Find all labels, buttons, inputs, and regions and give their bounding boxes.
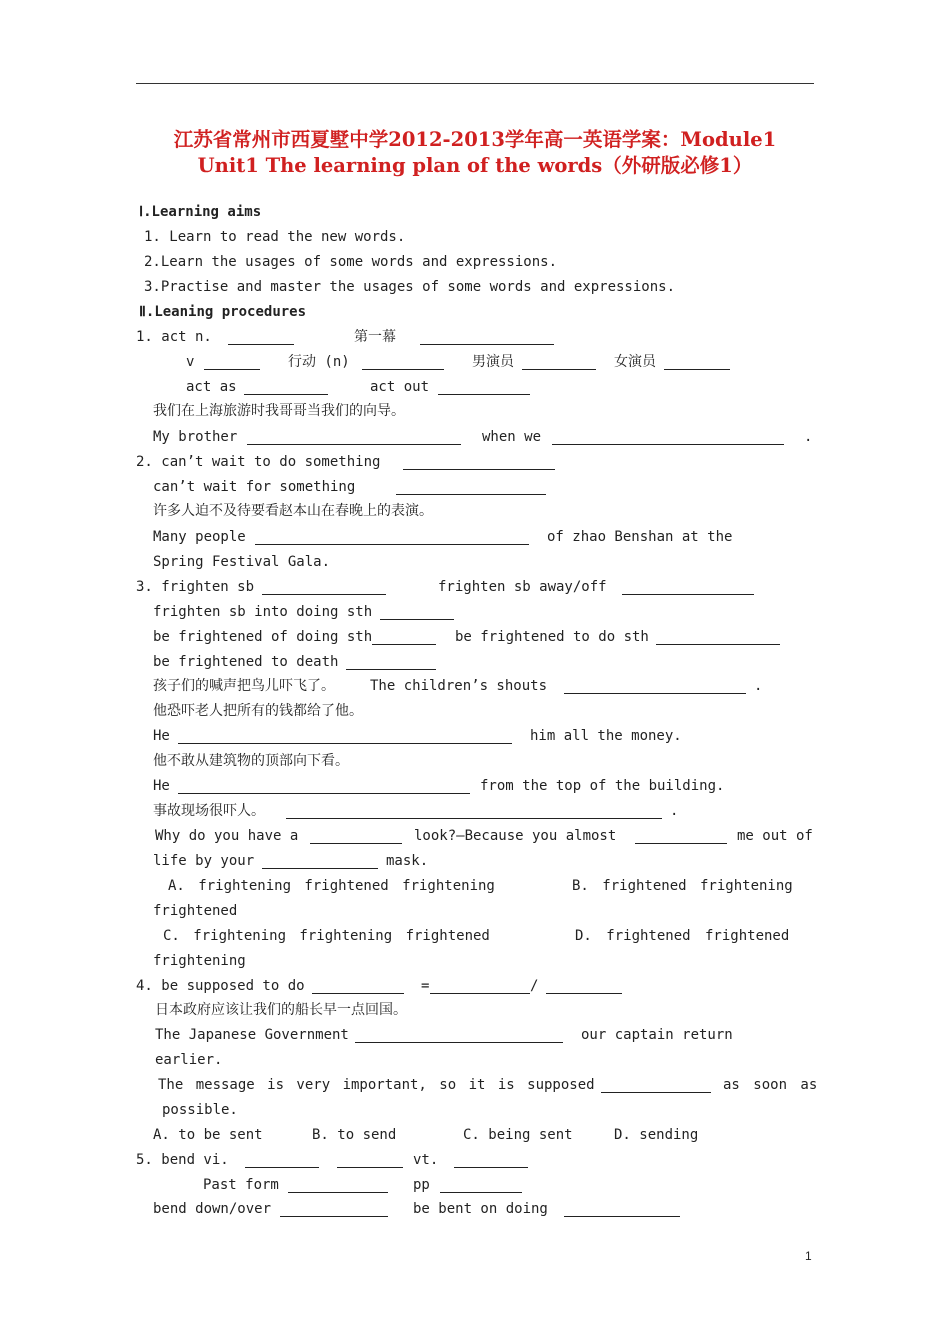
- q1-en-2: when we: [482, 429, 542, 445]
- blank: [430, 993, 530, 994]
- doc-title-line1: 江苏省常州市西夏墅中学2012-2013学年高一英语学案：Module1: [173, 128, 777, 151]
- q4-option-c: C. being sent: [463, 1127, 573, 1143]
- q4-a: 4. be supposed to do: [136, 978, 305, 994]
- q3-he-1: He: [153, 728, 170, 744]
- q1-en-3: .: [804, 429, 813, 445]
- q2-b: can’t wait for something: [153, 479, 356, 495]
- q3-chinese-4b: .: [670, 803, 679, 819]
- q3-e: be frightened to do sth: [455, 629, 649, 645]
- q3-mc-1: Why do you have a: [155, 828, 299, 844]
- q5-pp: pp: [413, 1177, 430, 1193]
- q4-option-d: D. sending: [614, 1127, 699, 1143]
- q3-chinese-2: 他恐吓老人把所有的钱都给了他。: [153, 703, 363, 719]
- blank: [288, 1192, 388, 1193]
- blank: [396, 494, 546, 495]
- blank: [286, 818, 662, 819]
- blank: [372, 644, 436, 645]
- blank: [440, 1192, 522, 1193]
- blank: [255, 544, 529, 545]
- q1-en-1: My brother: [153, 429, 238, 445]
- blank: [552, 444, 784, 445]
- blank: [454, 1167, 528, 1168]
- q4-en-5: as soon as: [723, 1077, 818, 1093]
- blank: [337, 1167, 403, 1168]
- blank: [228, 344, 294, 345]
- q4-en-1: The Japanese Government: [155, 1027, 349, 1043]
- blank: [656, 644, 780, 645]
- q3-chinese-1: 孩子们的喊声把鸟儿吓飞了。: [153, 678, 335, 694]
- blank: [438, 394, 530, 395]
- blank: [280, 1216, 388, 1217]
- blank: [601, 1092, 711, 1093]
- q3-mc-4: life by your: [153, 853, 255, 869]
- q3-mc-3: me out of: [737, 828, 813, 844]
- aim-2: 2.Learn the usages of some words and expressions.: [144, 254, 558, 270]
- q3-option-d-cont: frightening: [153, 953, 246, 969]
- blank: [346, 669, 436, 670]
- page-number: 1: [805, 1249, 812, 1263]
- doc-title-line2: Unit1 The learning plan of the words（外研版必修1）: [197, 154, 753, 177]
- q4-slash: /: [530, 978, 539, 994]
- q1-act-out: act out: [370, 379, 430, 395]
- q4-option-a: A. to be sent: [153, 1127, 263, 1143]
- blank: [262, 594, 386, 595]
- q3-en-3: from the top of the building.: [480, 778, 725, 794]
- blank: [355, 1042, 563, 1043]
- q3-option-d: D. frightened frightened: [575, 928, 790, 944]
- q5-vt: vt.: [413, 1152, 439, 1168]
- blank: [312, 993, 404, 994]
- blank: [245, 1167, 319, 1168]
- q1-scene: 第一幕: [354, 329, 396, 345]
- q3-option-b: B. frightened frightening: [572, 878, 793, 894]
- q4-en-2: our captain return: [581, 1027, 733, 1043]
- blank: [247, 444, 461, 445]
- q3-en-1: The children’s shouts: [370, 678, 548, 694]
- blank: [178, 793, 470, 794]
- blank: [310, 843, 402, 844]
- blank: [622, 594, 754, 595]
- aim-1: 1. Learn to read the new words.: [144, 229, 406, 245]
- q3-f: be frightened to death: [153, 654, 339, 670]
- blank: [380, 619, 454, 620]
- q4-chinese: 日本政府应该让我们的船长早一点回国。: [155, 1002, 407, 1018]
- blank: [522, 369, 596, 370]
- blank: [403, 469, 555, 470]
- q4-en-4: The message is very important, so it is supposed: [158, 1077, 595, 1093]
- q4-eq: =: [421, 978, 430, 994]
- q1-actress: 女演员: [614, 354, 656, 370]
- q4-en-3: earlier.: [155, 1052, 223, 1068]
- q1-actor: 男演员: [472, 354, 514, 370]
- q3-option-b-cont: frightened: [153, 903, 238, 919]
- q2-en-2: of zhao Benshan at the: [547, 529, 733, 545]
- aim-3: 3.Practise and master the usages of some words and expressions.: [144, 279, 676, 295]
- q1-act-as: act as: [186, 379, 237, 395]
- q1-action: 行动 (n): [288, 354, 350, 370]
- q2-en-3: Spring Festival Gala.: [153, 554, 331, 570]
- q2-chinese: 许多人迫不及待要看赵本山在春晚上的表演。: [153, 503, 433, 519]
- q3-d: be frightened of doing sth: [153, 629, 373, 645]
- blank: [564, 1216, 680, 1217]
- q3-chinese-3: 他不敢从建筑物的顶部向下看。: [153, 753, 349, 769]
- section2-heading: Ⅱ.Leaning procedures: [139, 304, 307, 320]
- q3-option-a: A. frightening frightened frightening: [168, 878, 495, 894]
- q2-a: 2. can’t wait to do something: [136, 454, 381, 470]
- q3-mc-5: mask.: [386, 853, 429, 869]
- q5-bend-down: bend down/over: [153, 1201, 272, 1217]
- q5-past-form: Past form: [203, 1177, 279, 1193]
- q3-b: frighten sb away/off: [438, 579, 607, 595]
- q1-chinese: 我们在上海旅游时我哥哥当我们的向导。: [153, 403, 405, 419]
- q2-en-1: Many people: [153, 529, 246, 545]
- q3-he-2: He: [153, 778, 170, 794]
- q3-mc-2: look?—Because you almost: [414, 828, 617, 844]
- top-rule: [136, 83, 814, 84]
- q3-en-1b: .: [754, 678, 763, 694]
- q3-en-2: him all the money.: [530, 728, 682, 744]
- q4-en-6: possible.: [162, 1102, 238, 1118]
- blank: [204, 369, 260, 370]
- q5-a: 5. bend vi.: [136, 1152, 229, 1168]
- section1-heading: Ⅰ.Learning aims: [139, 204, 262, 220]
- blank: [546, 993, 622, 994]
- q1-v: v: [186, 354, 195, 370]
- blank: [564, 693, 746, 694]
- q4-option-b: B. to send: [312, 1127, 397, 1143]
- q3-option-c: C. frightening frightening frightened: [163, 928, 490, 944]
- blank: [362, 369, 444, 370]
- q3-chinese-4: 事故现场很吓人。: [153, 803, 265, 819]
- blank: [178, 743, 512, 744]
- q5-bent-on: be bent on doing: [413, 1201, 548, 1217]
- blank: [635, 843, 727, 844]
- q3-a: 3. frighten sb: [136, 579, 255, 595]
- q1-act-n: 1. act n.: [136, 329, 212, 345]
- blank: [262, 868, 378, 869]
- blank: [244, 394, 328, 395]
- blank: [420, 344, 554, 345]
- blank: [664, 369, 730, 370]
- q3-c: frighten sb into doing sth: [153, 604, 373, 620]
